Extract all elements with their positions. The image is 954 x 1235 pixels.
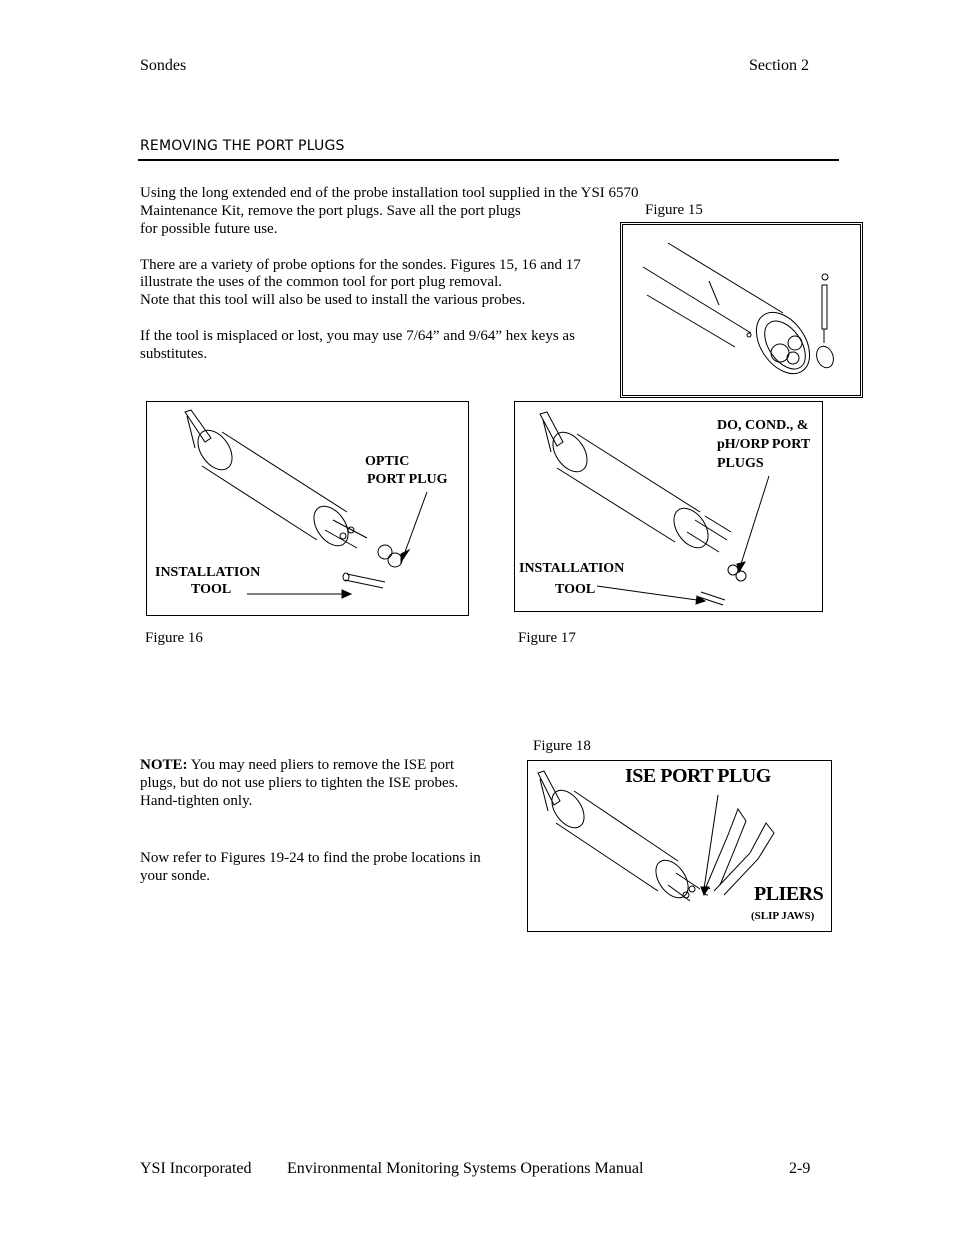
figure-18-caption: Figure 18 [533, 738, 591, 754]
figure-17-tool-label-1: INSTALLATION [519, 561, 625, 576]
figure-18-slip-jaws-label: (SLIP JAWS) [751, 910, 815, 922]
figure-16-tool-label-1: INSTALLATION [155, 565, 261, 580]
figure-17-plug-label-1: DO, COND., & [717, 418, 809, 433]
figure-18-plug-label: ISE PORT PLUG [625, 765, 771, 787]
figure-17-plug-label-2: pH/ORP PORT [717, 437, 811, 452]
para2-line3: Note that this tool will also be used to install the various probes. [140, 292, 526, 308]
note-line2: plugs, but do not use pliers to tighten the ISE probes. [140, 775, 459, 791]
para1-line3: for possible future use. [140, 221, 278, 237]
note-line3: Hand-tighten only. [140, 793, 253, 809]
refer-line1: Now refer to Figures 19-24 to find the probe locations in [140, 850, 481, 866]
figure-15 [620, 222, 863, 398]
figure-15-illustration [623, 225, 860, 395]
note-line1-text: You may need pliers to remove the ISE port [187, 757, 455, 773]
figure-17-plug-label-3: PLUGS [717, 456, 764, 471]
figure-18 [527, 760, 832, 932]
figure-16-plug-label-1: OPTIC [365, 454, 410, 469]
para2-line1: There are a variety of probe options for the sondes. Figures 15, 16 and 17 [140, 257, 581, 273]
para2-line2: illustrate the uses of the common tool for port plug removal. [140, 274, 503, 290]
figure-17 [514, 401, 823, 612]
figure-15-caption: Figure 15 [645, 202, 703, 218]
header-right: Section 2 [749, 57, 809, 74]
note-label: NOTE: [140, 757, 188, 773]
section-rule [138, 159, 839, 161]
footer-page-number: 2-9 [789, 1160, 811, 1177]
header-left: Sondes [140, 57, 187, 74]
para3-line2: substitutes. [140, 346, 208, 362]
footer-manual: Environmental Monitoring Systems Operations Manual [287, 1160, 644, 1177]
refer-line2: your sonde. [140, 868, 210, 884]
note-line1 [140, 756, 454, 774]
para1-line2: Maintenance Kit, remove the port plugs. Save all the port plugs [140, 203, 521, 219]
section-title: REMOVING THE PORT PLUGS [140, 138, 345, 154]
footer-company: YSI Incorporated [140, 1160, 252, 1177]
figure-18-pliers-label: PLIERS [754, 883, 824, 905]
para3-line1: If the tool is misplaced or lost, you may use 7/64” and 9/64” hex keys as [140, 328, 575, 344]
figure-17-tool-label-2: TOOL [555, 582, 596, 597]
figure-16-tool-label-2: TOOL [191, 582, 232, 597]
para1-line1: Using the long extended end of the probe installation tool supplied in the YSI 6570 [140, 185, 639, 201]
figure-16 [146, 401, 469, 616]
figure-17-caption: Figure 17 [518, 630, 576, 646]
figure-16-caption: Figure 16 [145, 630, 203, 646]
figure-16-plug-label-2: PORT PLUG [367, 472, 448, 487]
